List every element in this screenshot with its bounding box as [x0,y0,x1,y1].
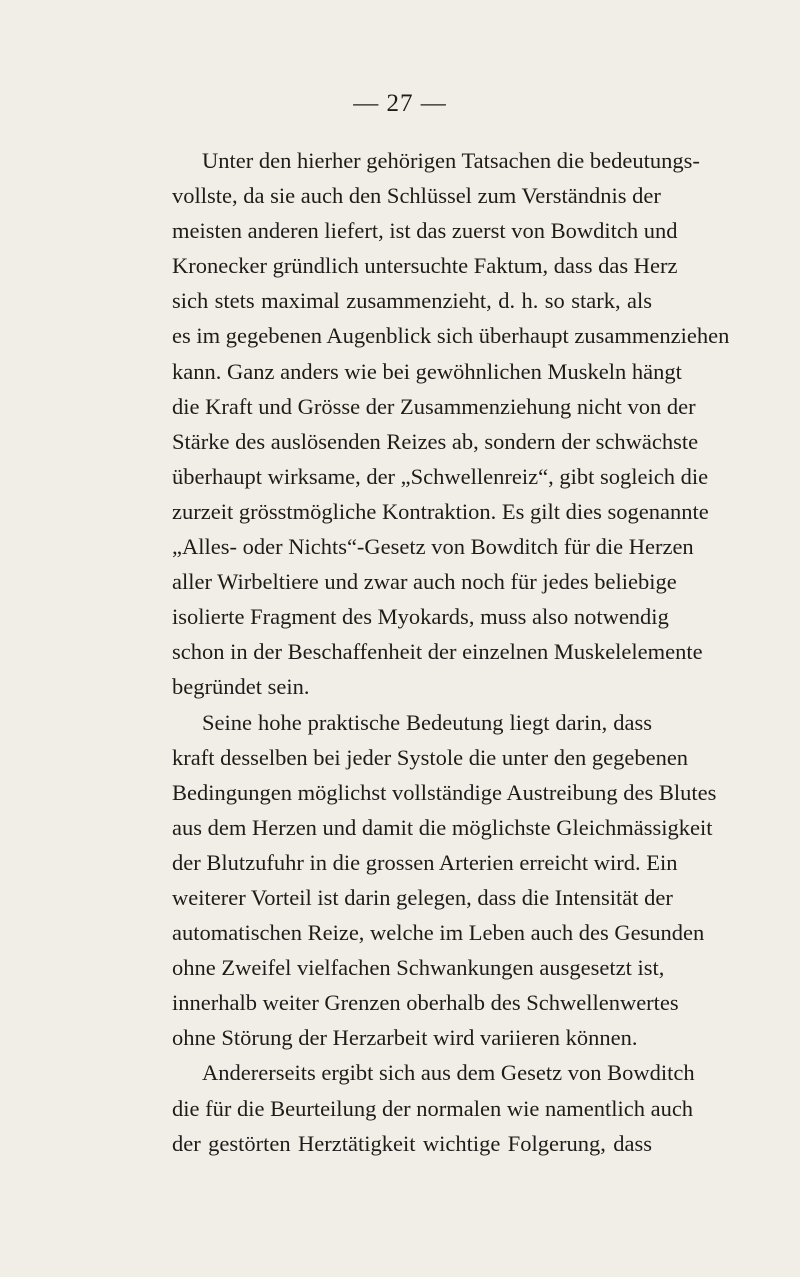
text-line: Kronecker gründlich untersuchte Faktum, dass das Herz [172,253,678,279]
text-line: überhaupt wirksame, der „Schwellenreiz“, gibt sogleich die [172,463,709,489]
text-line: meisten anderen liefert, ist das zuerst von Bowditch und [172,218,678,244]
text-line: begründet sein. [172,674,310,700]
text-line: Bedingungen möglichst vollständige Austreibung des Blutes [172,779,717,805]
text-line: ohne Zweifel vielfachen Schwankungen ausgesetzt ist, [172,955,665,981]
text-line: die für die Beurteilung der normalen wie namentlich auch [172,1095,694,1121]
text-line: der gestörten Herztätigkeit wichtige Folgerung, dass [172,1130,652,1156]
text-line: der Blutzufuhr in die grossen Arterien erreicht wird. Ein [172,849,678,875]
text-line: weiterer Vorteil ist darin gelegen, dass die Intensität der [172,884,673,910]
text-line: automatischen Reize, welche im Leben auch des Gesunden [172,920,705,946]
text-line: vollste, da sie auch den Schlüssel zum Verständnis der [172,183,661,209]
text-line: innerhalb weiter Grenzen oberhalb des Schwellenwertes [172,990,679,1016]
text-line: „Alles- oder Nichts“-Gesetz von Bowditch für die Herzen [172,534,694,560]
text-line: Seine hohe praktische Bedeutung liegt darin, dass [202,709,652,735]
text-line: kraft desselben bei jeder Systole die unter den gegebenen [172,744,689,770]
text-line: Stärke des auslösenden Reizes ab, sondern der schwächste [172,428,699,454]
text-line: aller Wirbeltiere und zwar auch noch für jedes beliebige [172,569,677,595]
text-line: die Kraft und Grösse der Zusammenziehung nicht von der [172,393,696,419]
text-line: Andererseits ergibt sich aus dem Gesetz von Bowditch [202,1060,695,1086]
text-line: aus dem Herzen und damit die möglichste Gleichmässigkeit [172,814,713,840]
text-line: Unter den hierher gehörigen Tatsachen die bedeutungs- [202,148,700,173]
text-line: sich stets maximal zusammenzieht, d. h. so stark, als [172,288,652,314]
text-line: kann. Ganz anders wie bei gewöhnlichen Muskeln hängt [172,358,682,384]
text-line: isolierte Fragment des Myokards, muss also notwendig [172,604,669,630]
text-line: schon in der Beschaffenheit der einzelnen Muskelelemente [172,639,703,665]
page-number: — 27 — [353,90,447,117]
text-line: zurzeit grösstmögliche Kontraktion. Es gilt dies sogenannte [172,498,709,524]
text-line: es im gegebenen Augenblick sich überhaupt zusammenziehen [172,323,730,349]
body-text [172,143,730,1161]
text-line: ohne Störung der Herzarbeit wird variieren können. [172,1025,638,1051]
